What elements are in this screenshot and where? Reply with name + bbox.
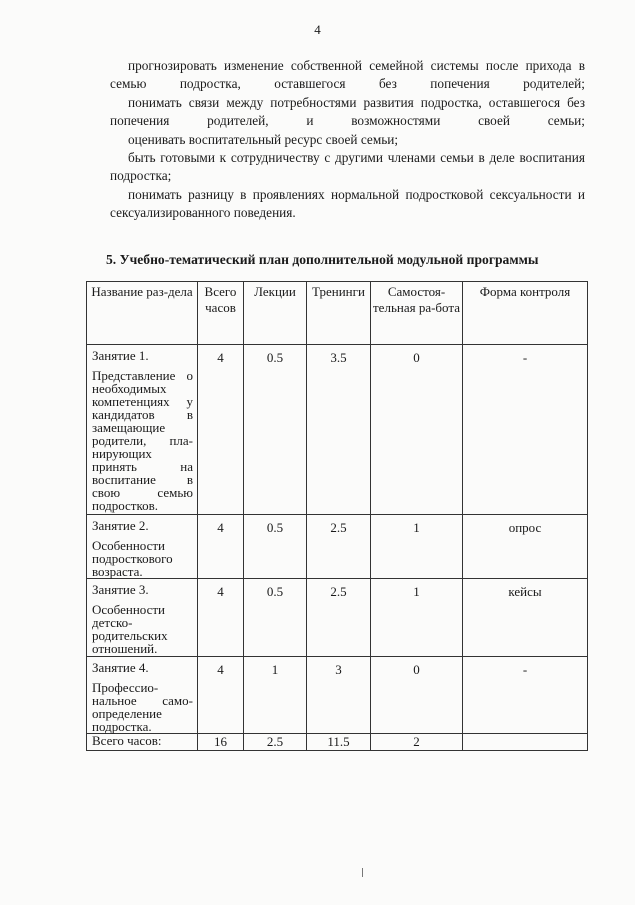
intro-paragraph: прогнозировать изменение собственной семейной системы после прихода в семью подростка, оставшегося без попечения родителей; [110,58,585,92]
table-row [87,345,588,515]
lesson-description: Особенности детско-родительских отношений. [92,602,168,656]
self-study-cell: 1 [371,579,463,657]
self-study-cell: 0 [371,345,463,515]
table-row [87,657,588,734]
lesson-cell [87,345,198,515]
control-form-cell: кейсы [463,579,588,657]
header-section-name: Название раз-дела [87,282,198,345]
page-number: 4 [314,22,321,37]
lesson-cell [87,657,198,734]
header-self-study: Самостоя-тельная ра-бота [371,282,463,345]
intro-text [110,57,585,223]
table-row [87,515,588,579]
lesson-title: Занятие 3. [92,582,149,597]
trainings-cell: 2.5 [307,579,371,657]
header-total-hours: Всего часов [198,282,244,345]
total-hours-cell: 4 [198,579,244,657]
total-hours-sum: 16 [198,734,244,751]
self-study-cell: 1 [371,515,463,579]
control-form-cell: - [463,657,588,734]
header-lectures: Лекции [244,282,307,345]
lectures-cell: 0.5 [244,579,307,657]
lectures-cell: 0.5 [244,515,307,579]
intro-paragraph: понимать разницу в проявлениях нормальной подростковой сексуальности и сексуализированного поведения. [110,186,585,221]
table-header-row [87,282,588,345]
control-form-cell: - [463,345,588,515]
trainings-sum: 11.5 [307,734,371,751]
header-trainings: Тренинги [307,282,371,345]
table-row [87,579,588,657]
self-study-sum: 2 [371,734,463,751]
lesson-cell [87,579,198,657]
intro-paragraph: оценивать воспитательный ресурс своей семьи; [128,131,399,147]
control-form-cell: опрос [463,515,588,579]
total-hours-cell: 4 [198,657,244,734]
curriculum-table [86,281,588,751]
trainings-cell: 2.5 [307,515,371,579]
total-hours-cell: 4 [198,515,244,579]
trainings-cell: 3 [307,657,371,734]
header-control-form: Форма контроля [463,282,588,345]
section-title: 5. Учебно-тематический план дополнительной модульной программы [106,252,539,267]
lesson-title: Занятие 1. [92,348,149,363]
total-hours-cell: 4 [198,345,244,515]
lesson-cell [87,515,198,579]
intro-paragraph: быть готовыми к сотрудничеству с другими членами семьи в деле воспитания подростка; [110,150,585,184]
lectures-cell: 0.5 [244,345,307,515]
control-form-sum [463,734,588,751]
lesson-description: Представление о необходимых компетенциях у кандидатов в замещающие родители, пла-нирующих принять на воспитание в свою семью подростков. [92,368,193,513]
lectures-sum: 2.5 [244,734,307,751]
total-label: Всего часов: [87,734,198,751]
scan-mark [362,868,363,877]
lectures-cell: 1 [244,657,307,734]
self-study-cell: 0 [371,657,463,734]
lesson-description: Особенности подросткового возраста. [92,538,173,579]
lesson-title: Занятие 4. [92,660,149,675]
lesson-description: Профессио-нальное само-определение подростка. [92,680,193,734]
intro-paragraph: понимать связи между потребностями развития подростка, оставшегося без попечения родителей, и возможностями своей семьи; [110,94,585,129]
total-row [87,734,588,751]
lesson-title: Занятие 2. [92,518,149,533]
trainings-cell: 3.5 [307,345,371,515]
